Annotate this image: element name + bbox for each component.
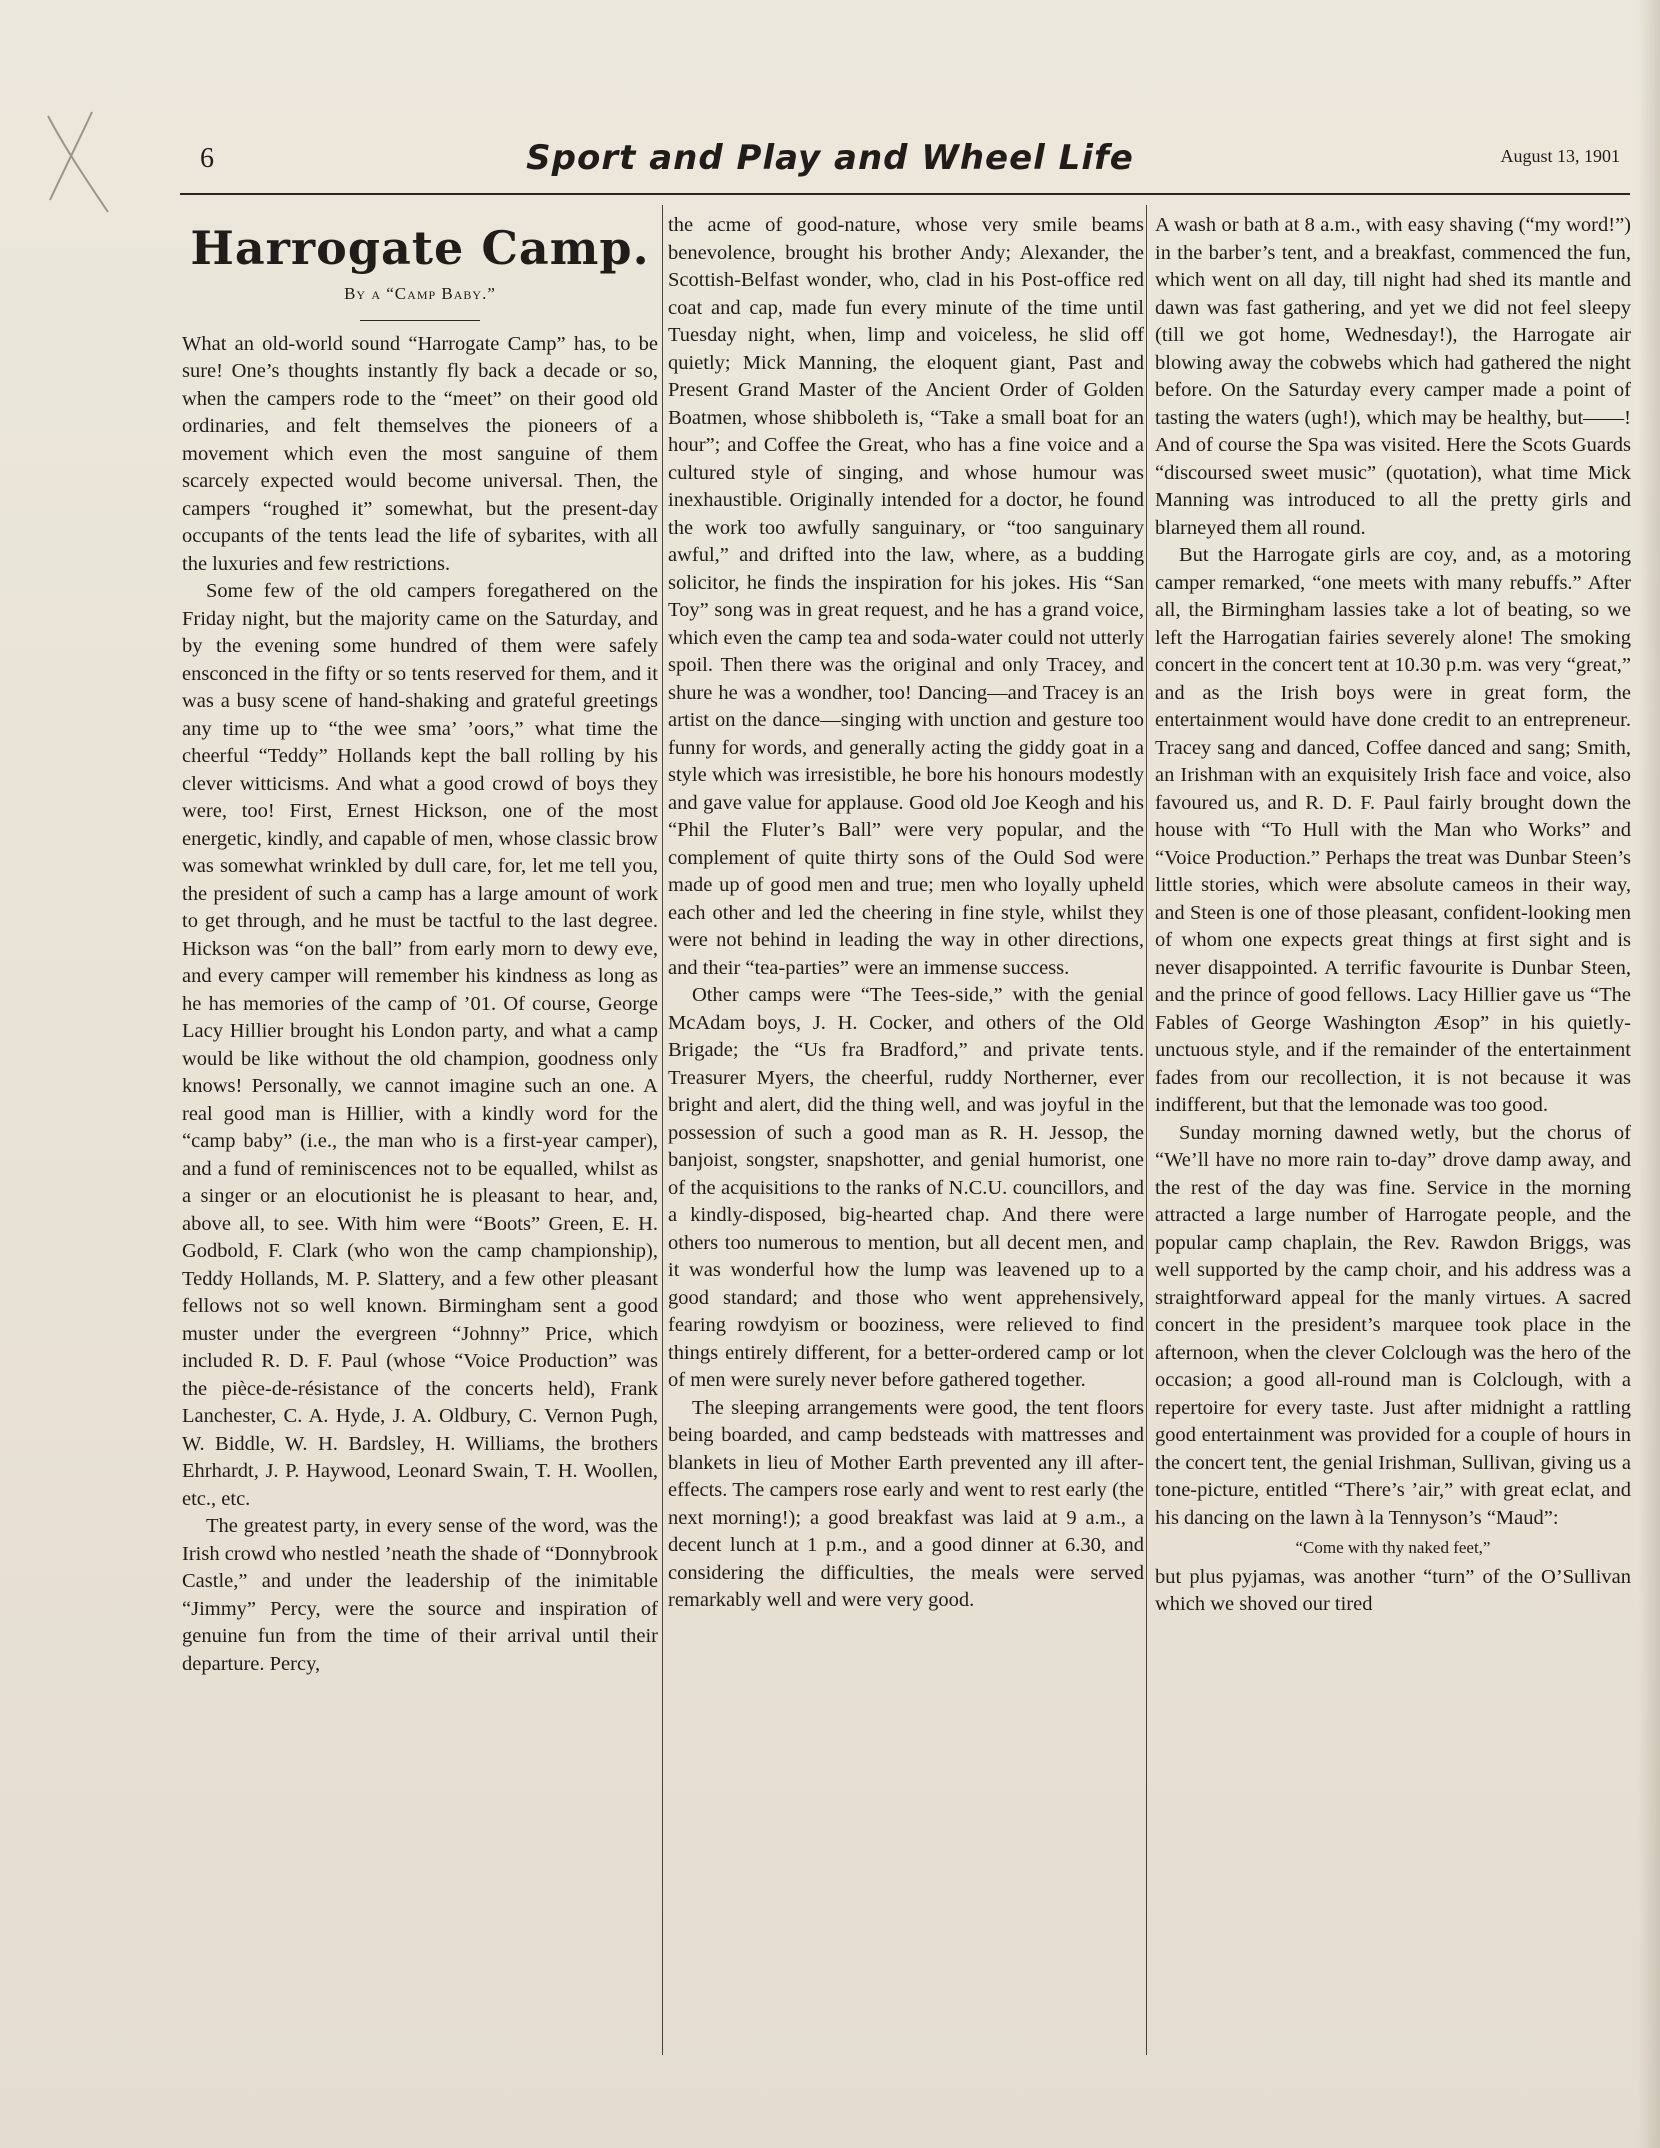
header-rule <box>180 193 1630 195</box>
paragraph: Sunday morning dawned wetly, but the chorus of “We’ll have no more rain to-day” drove damp away, and the rest of the day was fine. Service in the morning attracted a large number of Harrogate people, and the popular camp chaplain, the Rev. Rawdon Briggs, was well supported by the camp choir, and his address was a straightforward appeal for the manly virtues. A sacred concert in the president’s marquee took place in the afternoon, when the clever Colclough was the hero of the occasion; a good all-round man is Colclough, with a repertoire for every taste. Just after midnight a rattling good entertainment was provided for a couple of hours in the concert tent, the genial Irishman, Sullivan, giving us a tone-picture, entitled “There’s ’air,” with great eclat, and his dancing on the lawn à la Tennyson’s “Maud”: <box>1155 1121 1631 1529</box>
page-edge-shadow <box>1638 0 1660 2148</box>
paragraph: Some few of the old campers foregathered on the Friday night, but the majority came on the Saturday, and by the evening some hundred of them were safely ensconced in the fifty or so tents reserved for them, and it was a busy scene of hand-shaking and grateful greetings any time up to “the wee sma’ ’oors,” what time the cheerful “Teddy” Hollands kept the ball rolling by his clever witticisms. And what a good crowd of boys they were, too! First, Ernest Hickson, one of the most energetic, kindly, and capable of men, whose classic brow was somewhat wrinkled by dull care, for, let me tell you, the president of such a camp has a large amount of work to get through, and he must be tactful to the last degree. Hickson was “on the ball” from early morn to dewy eve, and every camper will remember his kindness as long as he has memories of the camp of ’01. Of course, George Lacy Hillier brought his London party, and what a camp would be like without the old champion, goodness only knows! Personally, we cannot imagine such an one. A real good man is Hillier, with a kindly word for the “camp baby” (i.e., the man who is a first-year camper), and a fund of reminiscences not to be equalled, whilst as a singer or an elocutionist he is pleasant to hear, and, above all, to see. With him were “Boots” Green, E. H. Godbold, F. Clark (who won the camp championship), Teddy Hollands, M. P. Slattery, and a few other pleasant fellows not so well known. Birmingham sent a good muster under the evergreen “Johnny” Price, which included R. D. F. Paul (whose “Voice Production” was the pièce-de-résistance of the concerts held), Frank Lanchester, C. A. Hyde, J. A. Oldbury, C. Vernon Pugh, W. Biddle, W. H. Bardsley, H. Williams, the brothers Ehrhardt, J. P. Haywood, Leonard Swain, T. H. Woollen, etc., etc. <box>182 580 658 1510</box>
paragraph: The greatest party, in every sense of the word, was the Irish crowd who nestled ’neath the shade of “Donnybrook Castle,” and under the leadership of the inimitable “Jimmy” Percy, were the source and inspiration of genuine fun from the time of their arrival until their departure. Percy, <box>182 1515 658 1675</box>
article-column-3 <box>1155 212 1631 1619</box>
paragraph: Other camps were “The Tees-side,” with the genial McAdam boys, J. H. Cocker, and others of the Old Brigade; the “Us fra Bradford,” and private tents. Treasurer Myers, the cheerful, ruddy Northerner, ever bright and alert, did the thing well, and was joyful in the possession of such a good man as R. H. Jessop, the banjoist, songster, snapshotter, and genial humorist, one of the acquisitions to the ranks of N.C.U. councillors, and a kindly-disposed, big-hearted chap. And there were others too numerous to mention, but all decent men, and it was wonderful how the lump was leavened up to a good standard; and those who went apprehensively, fearing rowdyism or booziness, were relieved to find things entirely different, for a better-ordered camp or lot of men were surely never before gathered together. <box>668 984 1144 1391</box>
paragraph: but plus pyjamas, was another “turn” of the O’Sullivan which we shoved our tired <box>1155 1565 1631 1615</box>
column-divider <box>662 205 663 2055</box>
article-byline: By a “Camp Baby.” <box>344 284 496 303</box>
poem-quote: “Come with thy naked feet,” <box>1295 1538 1491 1557</box>
paragraph: A wash or bath at 8 a.m., with easy shaving (“my word!”) in the barber’s tent, and a breakfast, commenced the fun, which went on all day, till night had shed its mantle and dawn was fast gathering, and yet we did not feel sleepy (till we got home, Wednesday!), the Harrogate air blowing away the cobwebs which had gathered the night before. On the Saturday every camper made a point of tasting the waters (ugh!), which may be healthy, but——! And of course the Spa was visited. Here the Scots Guards “discoursed sweet music” (quotation), what time Mick Manning was introduced to all the pretty girls and blarneyed them all round. <box>1155 214 1631 539</box>
paragraph: But the Harrogate girls are coy, and, as a motoring camper remarked, “one meets with many rebuffs.” After all, the Birmingham lassies take a lot of beating, so we left the Harrogatian fairies severely alone! The smoking concert in the concert tent at 10.30 p.m. was very “great,” and as the Irish boys were in great form, the entertainment would have done credit to an entrepreneur. Tracey sang and danced, Coffee danced and sang; Smith, an Irishman with an exquisitely Irish face and voice, also favoured us, and R. D. F. Paul fairly brought down the house with “To Hull with the Man who Works” and “Voice Production.” Perhaps the treat was Dunbar Steen’s little stories, which were absolute cameos in their way, and Steen is one of those pleasant, confident-looking men of whom one expects great things at first sight and is never disappointed. A terrific favourite is Dunbar Steen, and the prince of good fellows. Lacy Hillier gave us “The Fables of George Washington Æsop” in his quietly-unctuous style, and if the remainder of the entertainment fades from our recollection, it is not because it was indifferent, but that the lemonade was too good. <box>1155 544 1631 1116</box>
paragraph: The sleeping arrangements were good, the tent floors being boarded, and camp bedsteads with mattresses and blankets in lieu of Mother Earth prevented any ill after-effects. The campers rose early and went to rest early (the next morning!); a good breakfast was laid at 9 a.m., a decent lunch at 1 p.m., and a good dinner at 6.30, and considering the difficulties, the meals were served remarkably well and were very good. <box>668 1396 1144 1611</box>
issue-date: August 13, 1901 <box>1500 146 1620 166</box>
article-column-2 <box>668 212 1144 1615</box>
article-column-1 <box>182 212 658 1678</box>
paragraph: the acme of good-nature, whose very smile beams benevolence, brought his brother Andy; Alexander, the Scottish-Belfast wonder, who, clad in his Post-office red coat and cap, made fun every minute of the time until Tuesday night, when, limp and voiceless, he slid off quietly; Mick Manning, the eloquent giant, Past and Present Grand Master of the Ancient Order of Golden Boatmen, whose shibboleth is, “Take a small boat for an hour”; and Coffee the Great, who has a fine voice and a cultured style of singing, and whose humour was inexhaustible. Originally intended for a doctor, he found the work too awfully sanguinary, or “too sanguinary awful,” and drifted into the law, where, as a budding solicitor, he finds the inspiration for his jokes. His “San Toy” song was in great request, and he has a grand voice, which even the camp tea and soda-water could not utterly spoil. Then there was the original and only Tracey, and shure he was a wondher, too! Dancing—and Tracey is an artist on the dance—singing with unction and gesture too funny for words, and generally acting the giddy goat in a style which was irresistible, he bore his honours modestly and gave value for applause. Good old Joe Keogh and his “Phil the Fluter’s Ball” were very popular, and the complement of quite thirty sons of the Ould Sod were made up of good men and true; men who loyally upheld each other and led the cheering in fine style, whilst they were not behind in leading the way in other directions, and their “tea-parties” were an immense success. <box>668 214 1144 979</box>
page-number: 6 <box>200 143 214 174</box>
paragraph: What an old-world sound “Harrogate Camp” has, to be sure! One’s thoughts instantly fly back a decade or so, when the campers rode to the “meet” on their good old ordinaries, and felt themselves the pioneers of a movement which even the most sanguine of them scarcely expected would become universal. Then, the campers “roughed it” somewhat, but the present-day occupants of the tents lead the life of sybarites, with all the luxuries and few restrictions. <box>182 332 658 575</box>
column-divider <box>1146 205 1147 2055</box>
article-title: Harrogate Camp. <box>190 221 650 275</box>
byline-rule <box>360 320 480 321</box>
publication-title: Sport and Play and Wheel Life <box>526 138 1134 178</box>
